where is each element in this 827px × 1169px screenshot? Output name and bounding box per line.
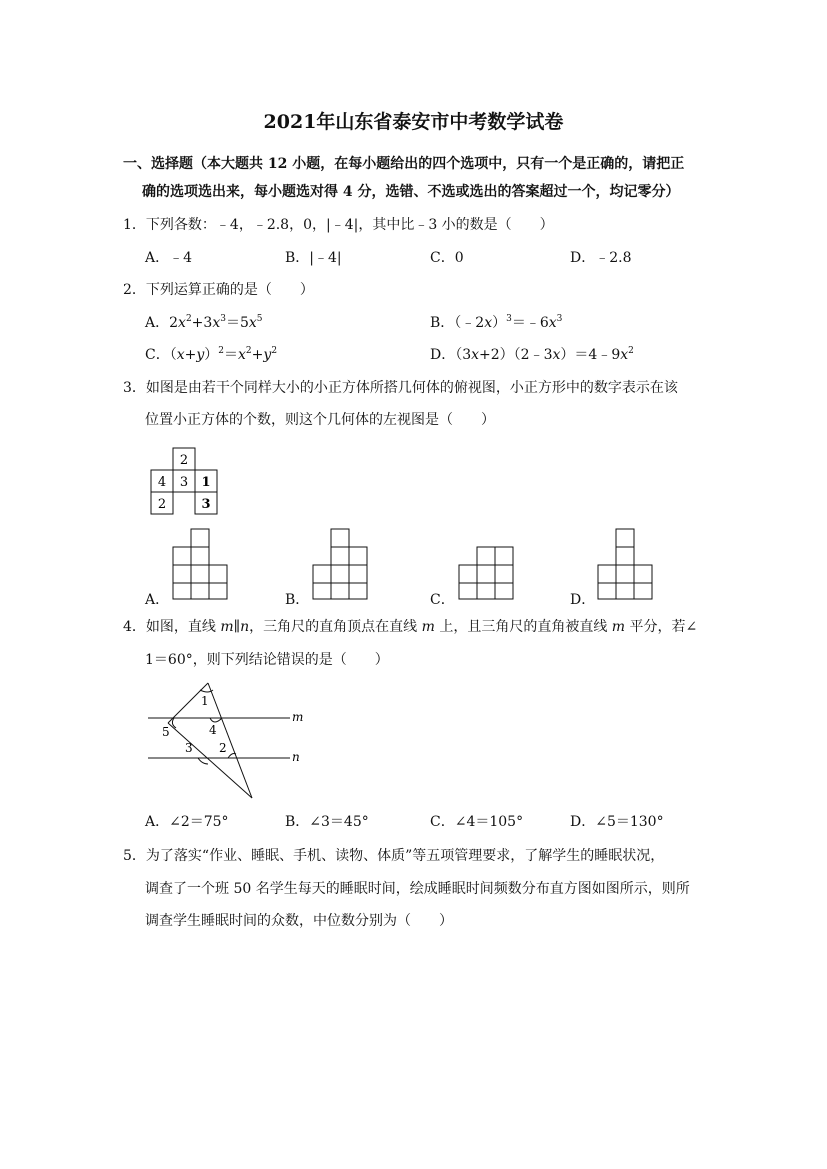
grid-number-mid-right: 1 — [201, 475, 211, 490]
q3-figure-c — [458, 545, 516, 601]
angle-label-1: 1 — [201, 694, 209, 708]
q5-stem-line2: 调查了一个班 50 名学生每天的睡眠时间，绘成睡眠时间频数分布直方图如图所示，则所 — [145, 881, 690, 897]
line-label-m: m — [292, 710, 304, 724]
q1-option-d: D．﹣2.8 — [570, 250, 632, 266]
q4-option-a: A．∠2＝75° — [145, 814, 229, 830]
q4-option-c: C．∠4＝105° — [430, 814, 524, 830]
angle-label-2: 2 — [219, 741, 227, 755]
angle-label-5: 5 — [162, 725, 170, 739]
q3-figure-d — [597, 527, 655, 601]
section-heading-line1: 一、选择题（本大题共 12 小题，在每小题给出的四个选项中，只有一个是正确的，请把正 — [123, 156, 685, 172]
q3-stem-line2: 位置小正方体的个数，则这个几何体的左视图是（ ） — [145, 412, 495, 428]
q2-option-c: C．$(x+y)^2=x^2+y^2$ — [145, 346, 278, 363]
q5-stem-line1: 5．为了落实“作业、睡眠、手机、读物、体质”等五项管理要求，了解学生的睡眠状况， — [123, 848, 665, 864]
grid-number-bot-left: 2 — [157, 497, 167, 512]
q3-figure-a — [172, 527, 230, 601]
top-view-grid — [145, 445, 225, 517]
q4-stem-line1: 4．如图，直线 m∥n，三角尺的直角顶点在直线 m 上，且三角尺的直角被直线 m 平分，若∠ — [123, 619, 698, 635]
q1-option-a: A．﹣4 — [145, 250, 193, 266]
q4-option-d: D．∠5＝130° — [570, 814, 664, 830]
q2-option-b: B．$(﹣2x)^3=﹣6x^3$ — [430, 314, 563, 331]
q4-stem-line2: 1＝60°，则下列结论错误的是（ ） — [145, 652, 389, 668]
q1-stem: 1．下列各数：﹣4，﹣2.8，0，|﹣4|，其中比﹣3 小的数是（ ） — [123, 217, 554, 233]
angle-label-3: 3 — [185, 741, 193, 755]
exam-title: 2021年山东省泰安市中考数学试卷 — [263, 111, 564, 133]
grid-number-mid-center: 3 — [179, 475, 189, 490]
q3-figure-b — [312, 527, 370, 601]
q4-option-b: B．∠3＝45° — [285, 814, 369, 830]
line-label-n: n — [292, 750, 300, 764]
q3-option-a: A． — [145, 592, 170, 608]
q2-option-a: A．$2x^2+3x^3=5x^5$ — [145, 314, 263, 331]
q5-stem-line3: 调查学生睡眠时间的众数，中位数分别为（ ） — [145, 913, 453, 929]
q1-option-b: B．|﹣4| — [285, 250, 342, 266]
q3-stem-line1: 3．如图是由若干个同样大小的小正方体所搭几何体的俯视图，小正方形中的数字表示在该 — [123, 380, 678, 396]
parallel-lines-triangle-figure — [140, 678, 310, 803]
grid-number-top: 2 — [179, 453, 189, 468]
q2-option-d: D．$(3x+2)(2﹣3x)=4﹣9x^2$ — [430, 346, 634, 363]
q3-option-b: B． — [285, 592, 310, 608]
q3-option-c: C． — [430, 592, 455, 608]
grid-number-bot-right: 3 — [201, 497, 211, 512]
q3-option-d: D． — [570, 592, 596, 608]
q2-stem: 2．下列运算正确的是（ ） — [123, 282, 314, 298]
grid-number-mid-left: 4 — [157, 475, 167, 490]
section-heading-line2: 确的选项选出来，每小题选对得 4 分，选错、不选或选出的答案超过一个，均记零分） — [142, 184, 680, 200]
angle-label-4: 4 — [209, 723, 217, 737]
q1-option-c: C．0 — [430, 250, 464, 266]
